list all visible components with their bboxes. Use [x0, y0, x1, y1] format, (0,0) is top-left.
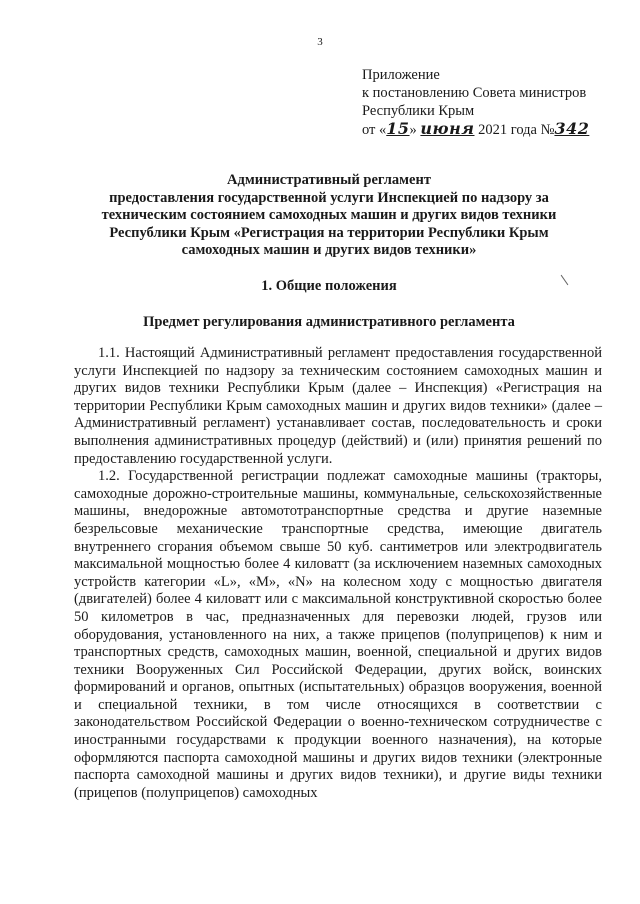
title-line-3: техническим состоянием самоходных машин и других видов техники	[101, 207, 557, 223]
appendix-line-1: Приложение	[362, 67, 440, 83]
subsection-heading: Предмет регулирования административного регламента	[143, 314, 515, 330]
appendix-date-line	[362, 120, 632, 139]
title-line-1: Административный регламент	[227, 172, 431, 188]
appendix-line-3: Республики Крым	[362, 103, 475, 119]
paragraph-1-1: 1.1. Настоящий Административный регламент предоставления государственной услуги Инспекцией по надзору за техническим состоянием самоходных машин и других видов техники Республики Крым (далее – Инспекция) «Регистрация на территории Республики Крым самоходных машин и других видов техники» (далее – Административный регламент) устанавливает состав, последовательность и сроки выполнения административных процедур (действий) и (или) принятия решений по предоставлению государственной услуги.	[74, 345, 602, 467]
title-line-2: предоставления государственной услуги Инспекцией по надзору за	[109, 189, 549, 206]
date-day-close: »	[409, 122, 421, 138]
handwritten-number: 342	[554, 119, 590, 138]
date-year: 2021 года №	[474, 122, 555, 138]
appendix-block	[362, 66, 632, 139]
handwritten-month: июня	[420, 119, 475, 138]
body-text	[74, 345, 602, 802]
paragraph-1-2: 1.2. Государственной регистрации подлежат самоходные машины (тракторы, самоходные дорожно-строительные машины, коммунальные, сельскохозяйственные машины, внедорожные автомототранспортные средства и другие наземные безрельсовые механические транспортные средства, имеющие двигатель внутреннего сгорания объемом свыше 50 куб. сантиметров или электродвигатель максимальной мощностью более 4 киловатт (за исключением наземных самоходных устройств категории «L», «M», «N» на колесном ходу с мощностью двигателя (двигателей) более 4 киловатт или с максимальной конструктивной скоростью более 50 километров в час, предназначенных для перевозки людей, грузов или оборудования, установленного на них, а также прицепов (полуприцепов) к ним и транспортных средств, самоходных машин, военной, специальной и других видов техники Вооруженных Сил Российской Федерации, других войск, воинских формирований и органов, опытных (испытательных) образцов вооружения, военной и специальной техники, в том числе относящихся в соответствии с законодательством Российской Федерации о военно-техническом сотрудничестве с иностранными государствами к продукции военного назначения), на которые оформляются паспорта самоходной машины и других видов техники (электронные паспорта самоходной машины и других видов техники), и другие виды техники (прицепов (полуприцепов) самоходных	[74, 468, 602, 801]
appendix-line-2: к постановлению Совета министров	[362, 85, 587, 101]
date-prefix: от «	[362, 122, 387, 138]
page-number: 3	[317, 36, 323, 48]
title-line-5: самоходных машин и других видов техники»	[181, 242, 477, 258]
handwritten-day: 15	[386, 119, 410, 138]
title-line-4: Республики Крым «Регистрация на территории Республики Крым	[109, 224, 549, 241]
document-title	[74, 172, 584, 260]
section-heading: 1. Общие положения	[261, 278, 397, 294]
